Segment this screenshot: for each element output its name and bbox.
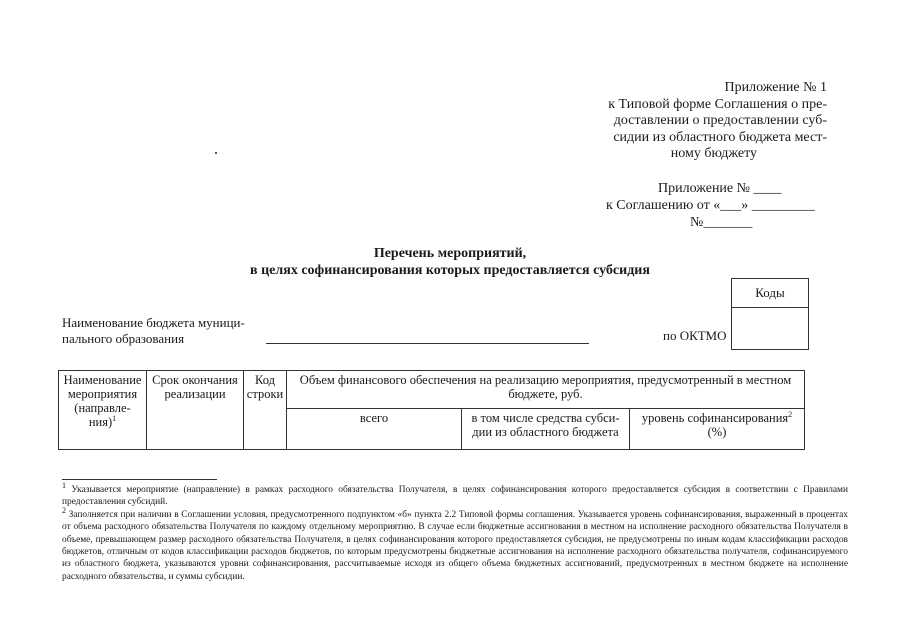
footnote-separator: [62, 479, 217, 480]
oktmo-label: по ОКТМО: [663, 328, 727, 343]
annex-1-line: к Типовой форме Соглашения о пре-: [608, 96, 827, 112]
document-title: [180, 245, 720, 279]
title-line-2: в целях софинансирования которых предоставляется субсидия: [250, 263, 650, 278]
budget-name-fill-line: [266, 343, 589, 344]
header-row-code: Код строки: [244, 371, 287, 450]
annex-1-line: ному бюджету: [670, 146, 757, 161]
header-activity-name-text: Наименование мероприятия (направле-ния): [63, 373, 142, 429]
scan-speck: [215, 152, 217, 154]
header-activity-name: [59, 371, 147, 450]
annex-1-line: доставлении о предоставлении суб-: [613, 113, 827, 128]
annex-1-line: сидии из областного бюджета мест-: [613, 129, 827, 145]
footnote-ref-2: 2: [788, 410, 793, 420]
annex-2-header: [560, 180, 843, 231]
budget-name-label: [62, 315, 262, 347]
table-header-row: [59, 371, 805, 409]
annex-2-agreement-number: №_______: [690, 215, 753, 230]
footnote-1-text: Указывается мероприятие (направление) в рамках расходного обязательства Получателя, в целях софинансирования которого предоставляется субсидия в соответствии с Правилами предоставления субсидий.: [62, 485, 849, 508]
annex-1-line: Приложение № 1: [724, 80, 827, 95]
annex-2-number: Приложение № ____: [658, 181, 782, 196]
header-cofinancing-unit: (%): [707, 425, 727, 440]
header-total: всего: [287, 409, 462, 450]
footnotes: [62, 480, 849, 583]
header-cofinancing-level-text: уровень софинансирования: [641, 411, 789, 426]
footnote-ref-1: 1: [112, 413, 117, 423]
footnote-1: [62, 480, 849, 509]
footnote-2-text: Заполняется при наличии в Соглашении условия, предусмотренного подпунктом «б» пункта 2.2 Типовой формы соглашения. Указывается уровень софинансирования, выраженный в процентах от объема расходного обязательства Получателя по каждому отдельному мероприятию. В случае если бюджетные ассигнования в местном на исполнение расходного обязательства Получателя в объеме, превышающем размер расходного обязательства Получателя, в целях софинансирования которого предоставляется субсидия, не предусмотрены по иным кодам классификации расходов бюджетов, отличным от кодов классификации расходов бюджетов, по которым предусмотрены бюджетные ассигнования на исполнение расходного обязательства получателя, софинансируемого из областного бюджета, указываются уровни софинансирования, рассчитываемые исходя из общего объема бюджетных ассигнований, предусмотренных в местном бюджете на исполнение расходного обязательства, и суммы субсидии.: [62, 509, 848, 582]
footnote-2-mark: 2: [62, 505, 66, 515]
header-cofinancing-level: [630, 409, 805, 450]
header-deadline: Срок окончания реализации: [147, 371, 244, 450]
annex-1-header: [547, 80, 827, 163]
footnote-1-mark: 1: [62, 480, 66, 490]
activities-table: [58, 370, 805, 450]
header-financing-volume: Объем финансового обеспечения на реализацию мероприятия, предусмотренный в местном бюджете, руб.: [287, 371, 805, 409]
codes-header: Коды: [732, 279, 808, 308]
budget-label-line-1: Наименование бюджета муници-: [62, 315, 245, 330]
footnote-2: [62, 505, 848, 583]
header-regional-subsidy: в том числе средства субси-дии из областного бюджета: [462, 409, 630, 450]
budget-label-line-2: пального образования: [62, 331, 185, 346]
annex-2-agreement-date: к Соглашению от «___» _________: [606, 198, 815, 213]
title-line-1: Перечень мероприятий,: [373, 246, 527, 261]
codes-box: [731, 278, 809, 350]
